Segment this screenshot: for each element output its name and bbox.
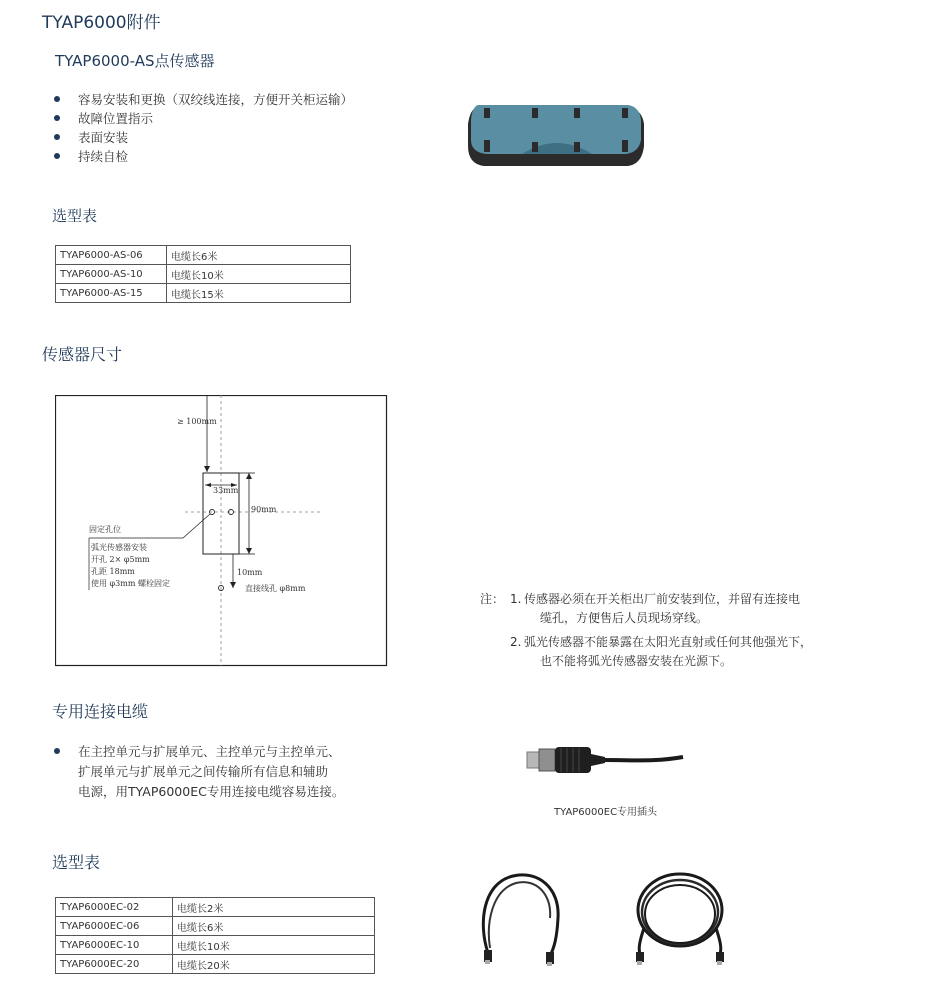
list-item <box>52 742 422 802</box>
page-title: TYAP6000附件 <box>42 13 161 33</box>
fix-hole-label: 固定孔位 <box>89 525 121 534</box>
note-1-line-1: 传感器必须在开关柜出厂前安装到位，并留有连接电 <box>524 592 801 606</box>
table-row <box>56 936 375 955</box>
sensor-feature-list <box>52 90 362 166</box>
model-cell: TYAP6000EC-20 <box>56 955 173 974</box>
sensor-image <box>462 100 652 175</box>
model-cell: TYAP6000-AS-15 <box>56 284 167 303</box>
cable-feature-line-2: 扩展单元与扩展单元之间传输所有信息和辅助 <box>78 764 329 779</box>
model-cell: TYAP6000EC-10 <box>56 936 173 955</box>
list-item: 容易安装和更换（双绞线连接，方便开关柜运输） <box>52 90 362 109</box>
note-2-number: 2. <box>510 635 522 649</box>
install-label-1: 弧光传感器安装 <box>91 543 147 552</box>
notes-prefix: 注： <box>480 592 505 606</box>
height-label: 90mm <box>251 505 277 514</box>
cable-coil-image-short <box>478 868 566 968</box>
model-cell: TYAP6000-AS-06 <box>56 246 167 265</box>
cable-heading: 专用连接电缆 <box>52 702 149 721</box>
cable-feature-line-1: 在主控单元与扩展单元、主控单元与主控单元、 <box>78 744 341 759</box>
install-label-4: 使用 φ3mm 螺栓固定 <box>91 579 170 588</box>
connector-caption: TYAP6000EC专用插头 <box>554 807 658 818</box>
list-item: 持续自检 <box>52 147 362 166</box>
table-row <box>56 265 351 284</box>
note-1-number: 1. <box>510 592 522 606</box>
top-clearance-label: ≥ 100mm <box>177 417 217 426</box>
width-label: 33mm <box>213 486 239 495</box>
table-row <box>56 955 375 974</box>
desc-cell: 电缆长10米 <box>173 936 375 955</box>
desc-cell: 电缆长6米 <box>173 917 375 936</box>
cable-feature-list <box>52 742 422 802</box>
desc-cell: 电缆长20米 <box>173 955 375 974</box>
dimension-diagram <box>55 395 388 667</box>
desc-cell: 电缆长6米 <box>167 246 351 265</box>
install-label-3: 孔距 18mm <box>91 567 135 576</box>
note-1-line-2: 缆孔，方便售后人员现场穿线。 <box>540 611 709 625</box>
table-row <box>56 284 351 303</box>
list-item: 表面安装 <box>52 128 362 147</box>
gap-label: 10mm <box>237 568 263 577</box>
cable-coil-image-long <box>630 868 730 968</box>
model-cell: TYAP6000-AS-10 <box>56 265 167 284</box>
table-row <box>56 917 375 936</box>
wire-hole-label: 直接线孔 φ8mm <box>245 584 306 593</box>
desc-cell: 电缆长15米 <box>167 284 351 303</box>
sensor-selection-table <box>55 245 351 303</box>
dimensions-heading: 传感器尺寸 <box>42 345 123 364</box>
sensor-selection-heading: 选型表 <box>52 207 98 225</box>
install-label-2: 开孔 2× φ5mm <box>91 555 150 564</box>
list-item: 故障位置指示 <box>52 109 362 128</box>
note-2-line-2: 也不能将弧光传感器安装在光源下。 <box>540 654 733 668</box>
desc-cell: 电缆长2米 <box>173 898 375 917</box>
table-row <box>56 898 375 917</box>
model-cell: TYAP6000EC-06 <box>56 917 173 936</box>
cable-feature-line-3: 电源，用TYAP6000EC专用连接电缆容易连接。 <box>78 784 345 799</box>
cable-selection-table <box>55 897 375 974</box>
model-cell: TYAP6000EC-02 <box>56 898 173 917</box>
note-2-line-1: 弧光传感器不能暴露在太阳光直射或任何其他强光下， <box>524 635 813 649</box>
sensor-heading: TYAP6000-AS点传感器 <box>55 52 215 70</box>
table-row <box>56 246 351 265</box>
desc-cell: 电缆长10米 <box>167 265 351 284</box>
cable-selection-heading: 选型表 <box>52 853 101 872</box>
connector-image <box>525 740 685 780</box>
